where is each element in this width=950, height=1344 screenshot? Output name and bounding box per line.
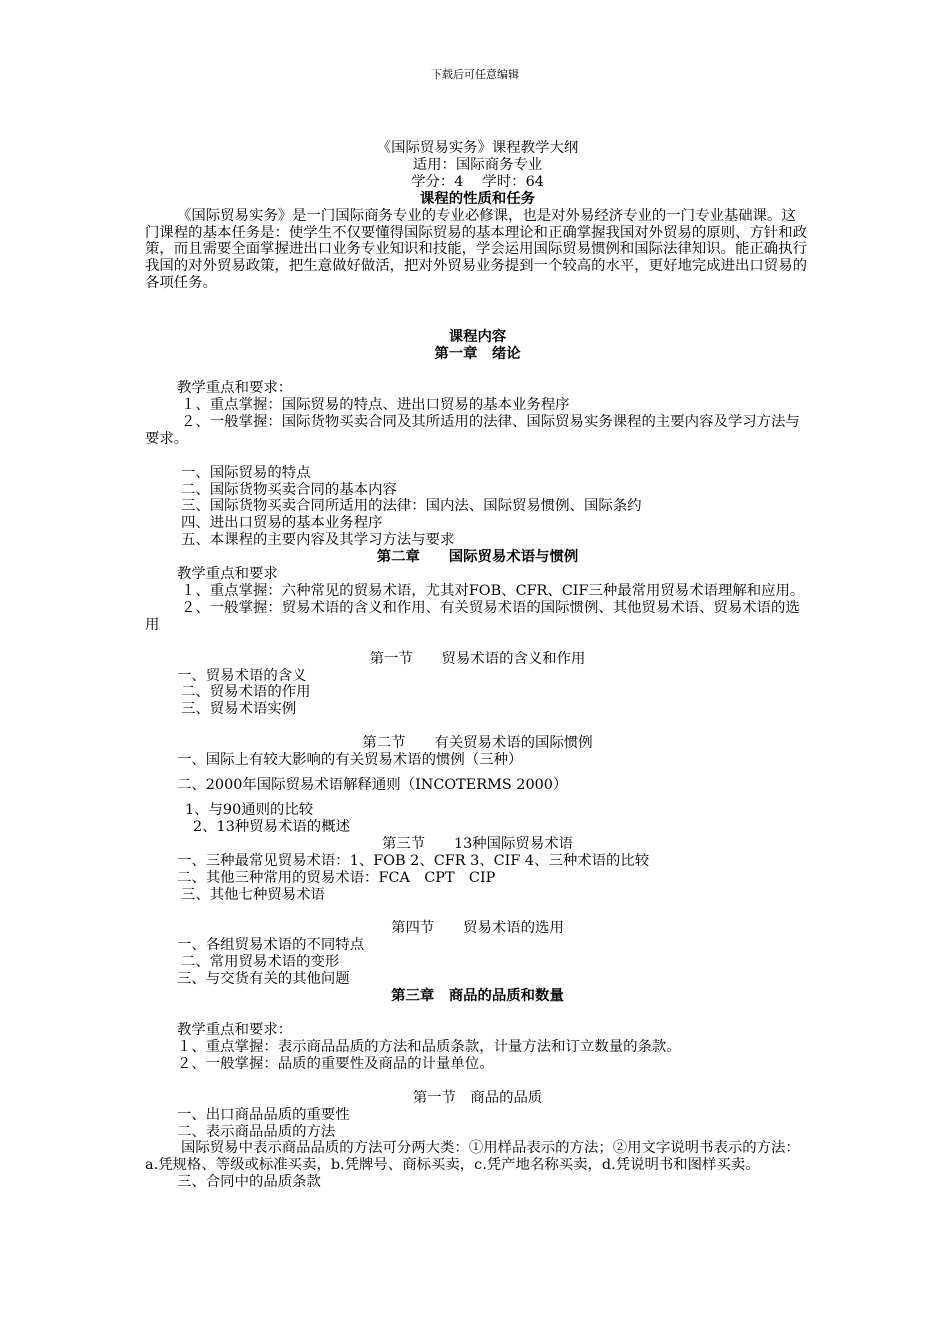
ch3-sec1-item-1: 一、出口商品品质的重要性 [177,1106,350,1123]
ch3-sec1-item-2: 二、表示商品品质的方法 [177,1123,336,1140]
ch1-req-2: ２、一般掌握：国际货物买卖合同及其所适用的法律、国际贸易实务课程的主要内容及学习方法与要求。 [145,413,800,447]
ch2-sec3-item: 三、其他七种贸易术语 [181,886,325,903]
ch2-sec1-item: 二、贸易术语的作用 [181,684,311,701]
ch3-section-1-title: 第一节 商品的品质 [412,1089,543,1106]
document-title: 《国际贸易实务》课程教学大纲 [376,140,579,156]
ch2-sec2-item-1: 一、国际上有较大影响的有关贸易术语的惯例（三种） [177,752,523,769]
ch2-section-1-title: 第一节 贸易术语的含义和作用 [369,650,586,667]
ch2-sec2-sub-2: 2、13种贸易术语的概述 [193,818,350,835]
chapter-1-title: 第一章 绪论 [434,345,521,363]
page-header: 下载后可任意编辑 [431,68,519,81]
chapter-3-title: 第三章 商品的品质和数量 [391,987,564,1005]
ch1-item: 二、国际货物买卖合同的基本内容 [181,481,397,498]
ch3-req-1: １、重点掌握：表示商品品质的方法和品质条款，计量方法和订立数量的条款。 [177,1038,681,1055]
ch3-sec1-item-3: 三、合同中的品质条款 [177,1174,321,1191]
ch3-req-label: 教学重点和要求： [177,1021,293,1038]
ch1-req-label: 教学重点和要求： [177,379,293,396]
ch2-sec1-item: 一、贸易术语的含义 [177,667,307,684]
ch2-section-2-title: 第二节 有关贸易术语的国际惯例 [362,735,593,752]
nature-heading: 课程的性质和任务 [419,189,536,207]
credits-line: 学分：4 学时：64 [411,173,544,190]
ch2-sec1-item: 三、贸易术语实例 [181,701,297,718]
ch2-req-label: 教学重点和要求 [177,566,278,583]
ch2-sec2-item-2: 二、2000年国际贸易术语解释通则（INCOTERMS 2000） [177,777,568,794]
ch2-sec4-item: 三、与交货有关的其他问题 [177,971,350,988]
document-body [145,140,810,1191]
ch1-item: 四、进出口贸易的基本业务程序 [181,515,383,532]
ch2-section-4-title: 第四节 贸易术语的选用 [391,920,564,937]
ch2-sec2-sub-1: 1、与90通则的比较 [185,802,314,818]
ch2-req-1: １、重点掌握：六种常见的贸易术语，尤其对FOB、CFR、CIF三种最常用贸易术语理解和应用。 [181,582,805,599]
ch3-sec1-paragraph: 国际贸易中表示商品品质的方法可分两大类：①用样品表示的方法；②用文字说明书表示的方法：a.凭规格、等级或标准买卖，b.凭牌号、商标买卖，c.凭产地名称买卖，d.凭说明书和图样买卖。 [145,1140,800,1174]
ch1-item: 三、国际货物买卖合同所适用的法律：国内法、国际贸易惯例、国际条约 [181,498,642,515]
ch3-req-2: ２、一般掌握：品质的重要性及商品的计量单位。 [177,1055,494,1072]
ch2-sec3-item: 二、其他三种常用的贸易术语：FCA CPT CIP [177,869,496,886]
content-heading: 课程内容 [448,328,507,346]
ch1-req-1: １、重点掌握：国际贸易的特点、进出口贸易的基本业务程序 [181,396,570,413]
ch2-sec4-item: 一、各组贸易术语的不同特点 [177,937,365,954]
ch1-item: 五、本课程的主要内容及其学习方法与要求 [181,532,455,549]
ch2-req-2: ２、一般掌握：贸易术语的含义和作用、有关贸易术语的国际惯例、其他贸易术语、贸易术语的选用 [145,599,800,633]
ch2-sec4-item: 二、常用贸易术语的变形 [181,954,340,971]
ch2-section-3-title: 第三节 13种国际贸易术语 [382,835,573,852]
nature-paragraph: 《国际贸易实务》是一门国际商务专业的专业必修课，也是对外易经济专业的一门专业基础课。这门课程的基本任务是：使学生不仅要懂得国际贸易的基本理论和正确掌握我国对外贸易的原则、方针和政策，而且需要全面掌握进出口业务专业知识和技能，学会运用国际贸易惯例和国际法律知识。能正确执行我国的对外贸易政策，把生意做好做活，把对外贸易业务提到一个较高的水平，更好地完成进出口贸易的各项任务。 [145,207,807,292]
applicable-line: 适用：国际商务专业 [412,156,543,173]
ch1-item: 一、国际贸易的特点 [181,464,311,481]
chapter-2-title: 第二章 国际贸易术语与惯例 [376,548,579,566]
ch2-sec3-item: 一、三种最常见贸易术语：1、FOB 2、CFR 3、CIF 4、三种术语的比较 [177,852,650,869]
